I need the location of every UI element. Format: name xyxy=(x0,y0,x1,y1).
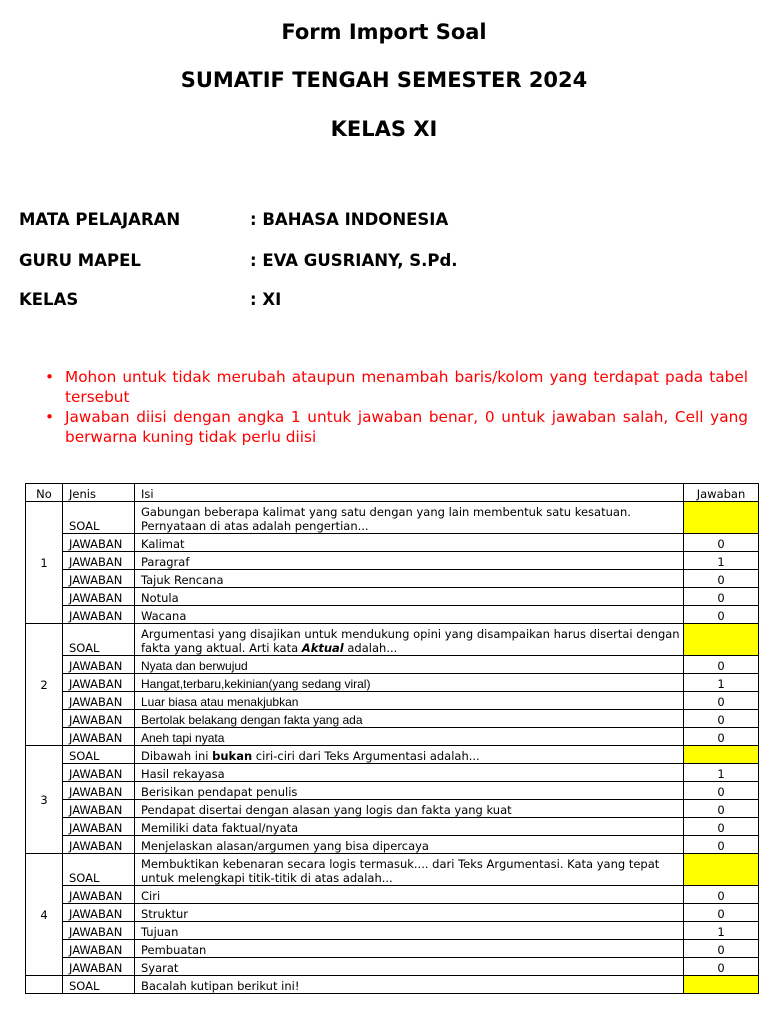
answer-value[interactable]: 0 xyxy=(684,588,759,606)
answer-text: Wacana xyxy=(135,606,684,624)
question-number xyxy=(26,976,63,994)
teacher-value: : EVA GUSRIANY, S.Pd. xyxy=(250,251,458,270)
question-text: Membuktikan kebenaran secara logis termasuk.... dari Teks Argumentasi. Kata yang tepat untuk melengkapi titik-titik di atas adalah... xyxy=(135,854,684,886)
question-table xyxy=(25,483,759,994)
table-row-answer xyxy=(26,606,759,624)
question-text: Argumentasi yang disajikan untuk mendukung opini yang disampaikan harus disertai dengan fakta yang aktual. Arti kata Aktual adalah... xyxy=(135,624,684,656)
table-row-answer xyxy=(26,692,759,710)
table-row-answer xyxy=(26,886,759,904)
row-type: SOAL xyxy=(63,854,135,886)
answer-text: Ciri xyxy=(135,886,684,904)
answer-text: Paragraf xyxy=(135,552,684,570)
row-type: JAWABAN xyxy=(63,606,135,624)
row-type: JAWABAN xyxy=(63,940,135,958)
answer-value[interactable]: 0 xyxy=(684,692,759,710)
table-row-answer xyxy=(26,534,759,552)
answer-value[interactable]: 0 xyxy=(684,782,759,800)
answer-text: Hangat,terbaru,kekinian(yang sedang viral) xyxy=(135,674,684,692)
answer-text: Bertolak belakang dengan fakta yang ada xyxy=(135,710,684,728)
answer-text: Aneh tapi nyata xyxy=(135,728,684,746)
answer-cell-disabled xyxy=(684,746,759,764)
subject-label: MATA PELAJARAN xyxy=(19,210,181,229)
header-no: No xyxy=(26,484,63,502)
row-type: JAWABAN xyxy=(63,922,135,940)
answer-value[interactable]: 0 xyxy=(684,886,759,904)
answer-cell-disabled xyxy=(684,854,759,886)
row-type: JAWABAN xyxy=(63,710,135,728)
answer-text: Kalimat xyxy=(135,534,684,552)
table-row-answer xyxy=(26,764,759,782)
header-jenis: Jenis xyxy=(63,484,135,502)
question-text: Bacalah kutipan berikut ini! xyxy=(135,976,684,994)
row-type: JAWABAN xyxy=(63,958,135,976)
header-jawaban: Jawaban xyxy=(684,484,759,502)
answer-value[interactable]: 1 xyxy=(684,764,759,782)
table-row-answer xyxy=(26,710,759,728)
answer-text: Tajuk Rencana xyxy=(135,570,684,588)
row-type: JAWABAN xyxy=(63,904,135,922)
table-row-answer xyxy=(26,940,759,958)
row-type: JAWABAN xyxy=(63,692,135,710)
row-type: JAWABAN xyxy=(63,764,135,782)
question-number: 4 xyxy=(26,854,63,976)
row-type: SOAL xyxy=(63,502,135,534)
answer-text: Hasil rekayasa xyxy=(135,764,684,782)
answer-cell-disabled xyxy=(684,502,759,534)
instruction-notes xyxy=(45,367,748,447)
answer-value[interactable]: 0 xyxy=(684,606,759,624)
note-text: Mohon untuk tidak merubah ataupun menambah baris/kolom yang terdapat pada tabel tersebut xyxy=(65,368,748,406)
table-header-row xyxy=(26,484,759,502)
table-row-answer xyxy=(26,674,759,692)
row-type: JAWABAN xyxy=(63,588,135,606)
answer-text: Berisikan pendapat penulis xyxy=(135,782,684,800)
form-title: Form Import Soal xyxy=(281,20,487,44)
answer-value[interactable]: 0 xyxy=(684,534,759,552)
bullet-icon: • xyxy=(45,368,55,386)
row-type: JAWABAN xyxy=(63,800,135,818)
answer-value[interactable]: 0 xyxy=(684,656,759,674)
question-number: 3 xyxy=(26,746,63,854)
answer-text: Pembuatan xyxy=(135,940,684,958)
table-row-answer xyxy=(26,552,759,570)
answer-text: Nyata dan berwujud xyxy=(135,656,684,674)
table-row-answer xyxy=(26,728,759,746)
answer-value[interactable]: 1 xyxy=(684,674,759,692)
row-type: JAWABAN xyxy=(63,656,135,674)
row-type: JAWABAN xyxy=(63,818,135,836)
answer-text: Luar biasa atau menakjubkan xyxy=(135,692,684,710)
row-type: JAWABAN xyxy=(63,570,135,588)
question-number: 1 xyxy=(26,502,63,624)
answer-value[interactable]: 1 xyxy=(684,552,759,570)
row-type: JAWABAN xyxy=(63,552,135,570)
subject-value: : BAHASA INDONESIA xyxy=(250,210,449,229)
row-type: JAWABAN xyxy=(63,674,135,692)
note-item xyxy=(45,407,748,447)
row-type: SOAL xyxy=(63,624,135,656)
table-row-answer xyxy=(26,782,759,800)
class-title: KELAS XI xyxy=(330,117,438,141)
answer-value[interactable]: 0 xyxy=(684,710,759,728)
table-row-answer xyxy=(26,922,759,940)
answer-value[interactable]: 0 xyxy=(684,904,759,922)
answer-text: Memiliki data faktual/nyata xyxy=(135,818,684,836)
answer-text: Tujuan xyxy=(135,922,684,940)
table-row-answer xyxy=(26,836,759,854)
answer-value[interactable]: 0 xyxy=(684,800,759,818)
answer-value[interactable]: 0 xyxy=(684,818,759,836)
table-row-soal xyxy=(26,624,759,656)
table-row-soal xyxy=(26,502,759,534)
table-row-answer xyxy=(26,904,759,922)
answer-text: Pendapat disertai dengan alasan yang logis dan fakta yang kuat xyxy=(135,800,684,818)
table-row-answer xyxy=(26,800,759,818)
class-value: : XI xyxy=(250,290,282,309)
teacher-label: GURU MAPEL xyxy=(19,251,141,270)
answer-text: Struktur xyxy=(135,904,684,922)
answer-cell-disabled xyxy=(684,976,759,994)
note-text: Jawaban diisi dengan angka 1 untuk jawaban benar, 0 untuk jawaban salah, Cell yang berwarna kuning tidak perlu diisi xyxy=(65,408,748,446)
table-row-soal xyxy=(26,746,759,764)
answer-value[interactable]: 0 xyxy=(684,940,759,958)
answer-value[interactable]: 0 xyxy=(684,570,759,588)
table-row-soal xyxy=(26,854,759,886)
row-type: JAWABAN xyxy=(63,836,135,854)
header-isi: Isi xyxy=(135,484,684,502)
answer-value[interactable]: 1 xyxy=(684,922,759,940)
row-type: JAWABAN xyxy=(63,782,135,800)
answer-text: Menjelaskan alasan/argumen yang bisa dipercaya xyxy=(135,836,684,854)
table-row-answer xyxy=(26,570,759,588)
note-item xyxy=(45,367,748,407)
answer-text: Notula xyxy=(135,588,684,606)
row-type: SOAL xyxy=(63,976,135,994)
question-text: Gabungan beberapa kalimat yang satu dengan yang lain membentuk satu kesatuan. Pernyataan di atas adalah pengertian... xyxy=(135,502,684,534)
answer-value[interactable]: 0 xyxy=(684,836,759,854)
answer-cell-disabled xyxy=(684,624,759,656)
exam-title: SUMATIF TENGAH SEMESTER 2024 xyxy=(180,68,588,92)
table-row-answer xyxy=(26,656,759,674)
row-type: JAWABAN xyxy=(63,534,135,552)
table-row-soal xyxy=(26,976,759,994)
answer-text: Syarat xyxy=(135,958,684,976)
row-type: SOAL xyxy=(63,746,135,764)
question-number: 2 xyxy=(26,624,63,746)
answer-value[interactable]: 0 xyxy=(684,728,759,746)
class-label: KELAS xyxy=(19,290,79,309)
row-type: JAWABAN xyxy=(63,886,135,904)
table-row-answer xyxy=(26,818,759,836)
table-row-answer xyxy=(26,958,759,976)
question-text: Dibawah ini bukan ciri-ciri dari Teks Argumentasi adalah... xyxy=(135,746,684,764)
bullet-icon: • xyxy=(45,408,55,426)
answer-value[interactable]: 0 xyxy=(684,958,759,976)
table-row-answer xyxy=(26,588,759,606)
row-type: JAWABAN xyxy=(63,728,135,746)
